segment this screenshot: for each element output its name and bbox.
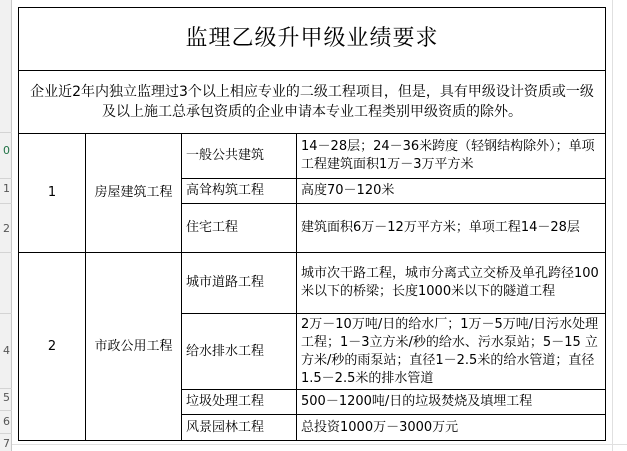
row-header[interactable]: 0	[3, 144, 10, 157]
item-requirement[interactable]: 建筑面积6万－12万平方米；单项工程14－28层	[297, 204, 605, 253]
row-header[interactable]: 2	[3, 222, 10, 235]
item-requirement[interactable]: 2万－10万吨/日的给水厂；1万－5万吨/日污水处理工程；1－3立方米/秒的给水、污水泵站；5－15 立方米/秒的雨泵站；直径1－2.5米的给水管道；直径1.5－2.5米的排水管道	[297, 314, 605, 390]
item-name[interactable]: 风景园林工程	[182, 415, 297, 440]
row-header[interactable]: 6	[3, 415, 10, 428]
group-index[interactable]: 1	[19, 134, 86, 253]
group-category[interactable]: 市政公用工程	[86, 253, 182, 440]
item-requirement[interactable]: 14－28层；24－36米跨度（轻钢结构除外）；单项工程建筑面积1万－3万平方米	[297, 134, 605, 179]
table-title[interactable]: 监理乙级升甲级业绩要求	[19, 8, 605, 71]
item-name[interactable]: 垃圾处理工程	[182, 390, 297, 415]
item-name[interactable]: 住宅工程	[182, 204, 297, 253]
requirements-table	[18, 7, 606, 441]
item-name[interactable]: 城市道路工程	[182, 253, 297, 314]
table-note[interactable]: 企业近2年内独立监理过3个以上相应专业的二级工程项目，但是，具有甲级设计资质或一级及以上施工总承包资质的企业申请本专业工程类别甲级资质的除外。	[19, 71, 605, 134]
item-requirement[interactable]: 城市次干路工程，城市分离式立交桥及单孔跨径100米以下的桥梁；长度1000米以下的隧道工程	[297, 253, 605, 314]
row-header[interactable]: 4	[3, 344, 10, 357]
group-index[interactable]: 2	[19, 253, 86, 440]
row-header[interactable]: 1	[3, 182, 10, 195]
item-name[interactable]: 给水排水工程	[182, 314, 297, 390]
item-name[interactable]: 一般公共建筑	[182, 134, 297, 179]
row-header[interactable]: 5	[3, 391, 10, 404]
sheet-gridline	[612, 0, 613, 451]
row-header[interactable]: 7	[3, 437, 10, 450]
item-requirement[interactable]: 高度70－120米	[297, 179, 605, 204]
item-name[interactable]: 高耸构筑工程	[182, 179, 297, 204]
item-requirement[interactable]: 总投资1000万－3000万元	[301, 419, 459, 435]
row-header-strip	[0, 0, 12, 451]
group-category[interactable]: 房屋建筑工程	[86, 134, 182, 253]
sheet-gridline	[12, 444, 627, 445]
item-requirement[interactable]: 500－1200吨/日的垃圾焚烧及填埋工程	[297, 390, 605, 415]
